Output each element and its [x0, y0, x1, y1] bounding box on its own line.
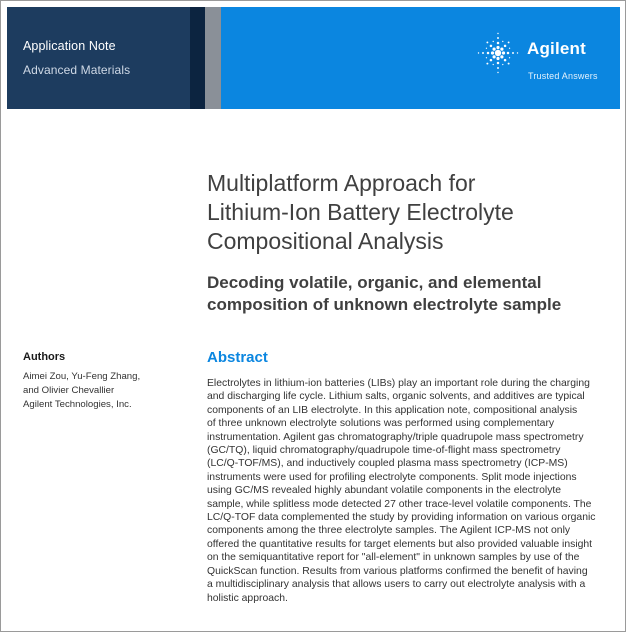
- abstract-line: sample, while splitless mode detected 27 other trace-level volatile components. The: [207, 498, 592, 510]
- logo-spark-dot: [496, 46, 499, 49]
- header-band-navy: [7, 7, 190, 109]
- logo-spark-dot: [508, 63, 510, 65]
- document-title: [207, 169, 607, 256]
- logo-spark-dot: [490, 45, 493, 48]
- logo-spark-dot: [486, 57, 487, 58]
- logo-spark-dot: [500, 55, 503, 58]
- title-line: Lithium-Ion Battery Electrolyte: [207, 199, 514, 225]
- logo-spark-dot: [487, 52, 490, 55]
- logo-spark-dot: [504, 45, 507, 48]
- logo-spark-dot: [493, 41, 494, 42]
- logo-spark-dot: [509, 57, 510, 58]
- logo-spark-dot: [497, 37, 499, 39]
- abstract-line: Electrolytes in lithium-ion batteries (LIBs) play an important role during the charging: [207, 378, 590, 389]
- logo-spark-dot: [500, 48, 503, 51]
- abstract-line: using GC/MS revealed highly abundant volatile components in the electrolyte: [207, 485, 562, 497]
- subtitle-line: composition of unknown electrolyte sample: [207, 295, 562, 314]
- logo-spark-dot: [502, 64, 503, 65]
- logo-spark-dot: [486, 48, 487, 49]
- abstract-line: on the semiquantitative report for "all-element" in unknown samples by use of the: [207, 552, 580, 564]
- abstract-body: [207, 377, 611, 605]
- brand-tagline: Trusted Answers: [528, 71, 598, 81]
- logo-spark-dot: [495, 50, 501, 56]
- abstract-line: holistic approach.: [207, 592, 288, 604]
- title-line: Multiplatform Approach for: [207, 170, 476, 196]
- title-line: Compositional Analysis: [207, 228, 444, 254]
- abstract-line: offered the quantitative results for target elements but also provided valuable insight: [207, 538, 593, 550]
- logo-spark-dot: [486, 63, 488, 65]
- abstract-line: instrumentation. Agilent gas chromatography/triple quadrupole mass spectrometry: [207, 431, 584, 443]
- abstract-line: of three unknown electrolyte solutions was performed using complementary: [207, 418, 555, 430]
- abstract-heading: Abstract: [207, 349, 268, 366]
- logo-spark-dot: [496, 57, 499, 60]
- abstract-line: (GC/TQ), liquid chromatography/quadrupole time-of-flight mass spectrometry: [207, 445, 561, 457]
- author-affiliation: Agilent Technologies, Inc.: [23, 399, 132, 410]
- logo-spark-dot: [490, 59, 493, 62]
- logo-spark-dot: [512, 52, 514, 54]
- logo-spark-dot: [486, 41, 488, 43]
- abstract-line: components among the three electrolyte samples. The Agilent ICP-MS not only: [207, 525, 571, 537]
- abstract-line: (LC/Q-TOF/MS), and inductively coupled plasma mass spectrometry (ICP-MS): [207, 458, 568, 470]
- logo-spark-dot: [497, 42, 500, 45]
- abstract-line: and discharging life cycle. Lithium salts, organic solvents, and additives are typical: [207, 391, 585, 403]
- logo-spark-dot: [497, 33, 498, 34]
- header-band-gray-stripe: [205, 7, 221, 109]
- logo-spark-dot: [482, 52, 484, 54]
- authors-heading: Authors: [23, 351, 66, 363]
- abstract-line: components of an LIB electrolyte. In this application note, compositional analysis: [207, 404, 578, 416]
- logo-spark-dot: [504, 59, 507, 62]
- subtitle-line: Decoding volatile, organic, and elemental: [207, 273, 542, 292]
- abstract-line: a multidisciplinary analysis that allows users to carry out electrolyte analysis with a: [207, 579, 586, 591]
- logo-spark-dot: [507, 52, 510, 55]
- logo-spark-dot: [497, 72, 498, 73]
- logo-spark-dot: [491, 51, 494, 54]
- header-band-dark-stripe: [190, 7, 205, 109]
- logo-spark-dot: [502, 41, 503, 42]
- logo-spark-dot: [493, 64, 494, 65]
- document-type-label: Application Note: [23, 39, 116, 53]
- logo-spark-dot: [493, 55, 496, 58]
- agilent-spark-logo-icon: [475, 30, 521, 76]
- logo-spark-dot: [509, 48, 510, 49]
- logo-spark-dot: [478, 52, 479, 53]
- logo-spark-dot: [508, 41, 510, 43]
- logo-spark-dot: [517, 52, 518, 53]
- abstract-line: instruments were used for profiling electrolyte components. Split mode injections: [207, 471, 577, 483]
- author-line: Aimei Zou, Yu-Feng Zhang,: [23, 371, 141, 382]
- abstract-line: LC/Q-TOF data complemented the study by providing information on various organic: [207, 512, 596, 524]
- document-subtitle: [207, 272, 607, 316]
- logo-spark-dot: [493, 48, 496, 51]
- abstract-line: QuickScan function. Results from various platforms confirmed the benefit of having: [207, 565, 588, 577]
- logo-spark-dot: [502, 51, 505, 54]
- brand-name: Agilent: [527, 39, 587, 58]
- author-line: and Olivier Chevallier: [23, 385, 115, 396]
- logo-spark-dot: [497, 62, 500, 65]
- document-category-label: Advanced Materials: [23, 63, 131, 77]
- logo-spark-dot: [497, 67, 499, 69]
